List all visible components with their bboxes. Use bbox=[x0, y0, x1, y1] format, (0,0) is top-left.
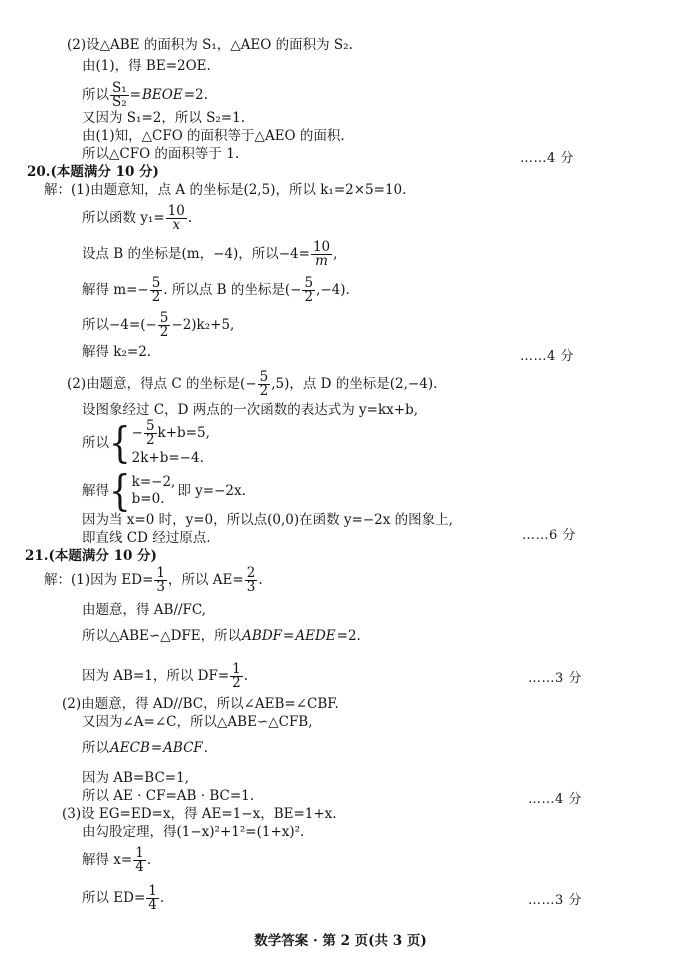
p20-score2: ……6 分 bbox=[522, 528, 576, 543]
p21-b5: 所以 AE · CF=AB · BC=1. bbox=[82, 788, 255, 804]
p20-a6: 解得 k₂=2. bbox=[82, 344, 152, 360]
p21-b3: 所以AECB=ABCF. bbox=[82, 740, 209, 756]
p19-score: ……4 分 bbox=[520, 151, 574, 166]
p19-conclude: 所以△CFO 的面积等于 1. bbox=[82, 146, 240, 162]
p21-a2: 由题意，得 AB//FC, bbox=[82, 602, 207, 618]
p20-b1: (2)由题意，得点 C 的坐标是(− $\frac{5}{2}$ ,5)，点 D 的坐标是(2,−4). bbox=[67, 369, 438, 399]
p21-score2: ……4 分 bbox=[528, 792, 582, 807]
p19-since: 又因为 S₁=2，所以 S₂=1. bbox=[82, 110, 245, 126]
p20-a1: 解：(1)由题意知，点 A 的坐标是(2,5)，所以 k₁=2×5=10. bbox=[44, 182, 407, 198]
p21-c4: 所以 ED= $\frac{1}{4}$ . bbox=[82, 883, 165, 913]
p20-b4-solution: 解得{ k=−2, b=0. 即 y=−2x. bbox=[82, 466, 246, 516]
p21-b2: 又因为∠A=∠C，所以△ABE∽△CFB, bbox=[82, 714, 313, 730]
p21-b4: 因为 AB=BC=1, bbox=[82, 770, 189, 786]
p20-b3-system: 所以{ − $\frac{5}{2}$ k+b=5, 2k+b=−4. bbox=[82, 418, 210, 468]
p21-c3: 解得 x= $\frac{1}{4}$ . bbox=[82, 845, 152, 875]
p20-b5: 因为当 x=0 时，y=0，所以点(0,0)在函数 y=−2x 的图象上, bbox=[82, 512, 453, 528]
p20-a4: 解得 m=− $\frac{5}{2}$ . 所以点 B 的坐标是(− $\frac{5}{2}$ ,−4). bbox=[82, 275, 350, 305]
p21-score1: ……3 分 bbox=[528, 671, 582, 686]
p20-header: 20.(本题满分 10 分) bbox=[27, 164, 159, 180]
p21-a3: 所以△ABE∽△DFE，所以ABDF=AEDE=2. bbox=[82, 628, 361, 644]
p19-ratio: 所以 $\frac{\text{S₁}}{\text{S₂}}$ =BEOE=2. bbox=[82, 80, 208, 110]
p21-c2: 由勾股定理，得(1−x)²+1²=(1+x)². bbox=[82, 824, 305, 840]
p19-from1: 由(1)，得 BE=2OE. bbox=[82, 58, 211, 74]
left-brace-icon: { bbox=[109, 466, 131, 516]
p20-a3: 设点 B 的坐标是(m，−4)，所以−4= $\frac{10}{m}$ , bbox=[82, 239, 338, 269]
p19-from1b: 由(1)知，△CFO 的面积等于△AEO 的面积. bbox=[82, 128, 345, 144]
p21-b1: (2)由题意，得 AD//BC，所以∠AEB=∠CBF. bbox=[62, 696, 339, 712]
p19-part2-intro: (2)设△ABE 的面积为 S₁，△AEO 的面积为 S₂. bbox=[67, 37, 353, 53]
p21-a1: 解：(1)因为 ED= $\frac{1}{3}$ ，所以 AE= $\frac{2}{3}$ . bbox=[44, 565, 263, 595]
p20-a5: 所以−4=(− $\frac{5}{2}$ −2)k₂+5, bbox=[82, 310, 235, 340]
p20-a2: 所以函数 y₁= $\frac{10}{x}$ . bbox=[82, 203, 193, 233]
p20-b6: 即直线 CD 经过原点. bbox=[82, 530, 211, 546]
left-brace-icon: { bbox=[109, 418, 131, 468]
p21-header: 21.(本题满分 10 分) bbox=[25, 548, 157, 564]
page-footer: 数学答案 · 第 2 页(共 3 页) bbox=[254, 933, 427, 949]
p21-a4: 因为 AB=1，所以 DF= $\frac{1}{2}$ . bbox=[82, 661, 249, 691]
p20-score1: ……4 分 bbox=[520, 349, 574, 364]
p21-c1: (3)设 EG=ED=x，得 AE=1−x，BE=1+x. bbox=[62, 806, 337, 822]
p20-b2: 设图象经过 C，D 两点的一次函数的表达式为 y=kx+b, bbox=[82, 402, 419, 418]
p21-score3: ……3 分 bbox=[528, 893, 582, 908]
